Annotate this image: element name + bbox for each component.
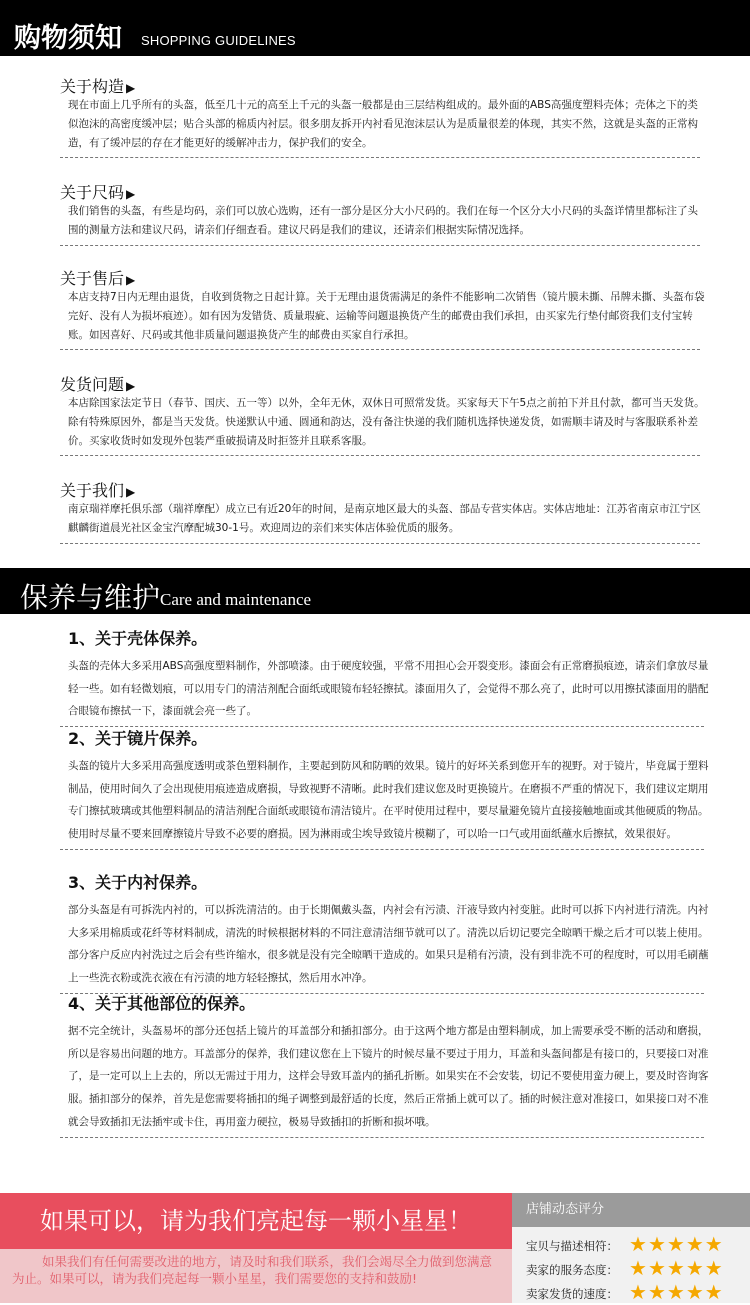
- rating-label: 卖家发货的速度：: [526, 1287, 618, 1301]
- section-text: 我们销售的头盔，有些是均码，亲们可以放心选购，还有一部分是区分大小尺码的。我们在每一个区分大小尺码的头盔详情里都标注了头围的测量方法和建议尺码，请亲们仔细查看。建议尺码是我们的建议，还请亲们根据实际情况选择。: [68, 205, 698, 236]
- star-icon: ★: [629, 1256, 648, 1280]
- star-icon: ★: [629, 1232, 648, 1256]
- star-icon: ★: [704, 1256, 724, 1280]
- star-request-title: 如果可以，请为我们亮起每一颗小星星！: [0, 1193, 512, 1249]
- care-text: 据不完全统计，头盔易坏的部分还包括上镜片的耳盖部分和插扣部分。由于这两个地方都是由塑料制成，加上需要承受不断的活动和磨损，所以是容易出问题的地方。耳盖部分的保养，我们建议您在上下镜片的时候尽量不要过于用力，耳盖和头盔间都是有接口的，只要接口对准了，是一定可以上上去的，所以无需过于用力，这样会导致耳盖内的插孔折断。如果实在不会安装，切记不要使用蛮力硬上，要及时咨询客服。插扣部分的保养，首先是您需要将插扣的绳子调整到最舒适的长度，然后正常插上就可以了。插的时候注意对准接口，如果接口对不准就会导致插扣无法插牢或卡住，再用蛮力硬拉，极易导致插扣的折断和损坏哦。: [68, 1025, 709, 1128]
- care-shell: [60, 626, 710, 727]
- footer: [0, 1193, 750, 1303]
- triangle-icon: ▶: [126, 187, 136, 201]
- care-other-parts: [60, 991, 710, 1138]
- rating-row-shipping: [526, 1280, 724, 1305]
- divider: [60, 455, 700, 456]
- divider: [60, 1137, 704, 1138]
- triangle-icon: ▶: [126, 379, 136, 393]
- star-icons: [629, 1233, 749, 1255]
- shop-rating-panel: [512, 1193, 750, 1303]
- section-text: 南京瑞祥摩托俱乐部（瑞祥摩配）成立已有近20年的时间，是南京地区最大的头盔、部品专营实体店。实体店地址：江苏省南京市江宁区麒麟街道晨光社区金宝汽摩配城30-1号。欢迎周边的亲们来实体店体验优质的服务。: [68, 503, 701, 534]
- triangle-icon: ▶: [126, 485, 136, 499]
- section-title: 关于构造: [60, 77, 125, 96]
- banner-title: 购物须知: [14, 23, 122, 54]
- section-title: 关于尺码: [60, 183, 125, 202]
- star-icons: [629, 1257, 749, 1279]
- rating-row-service: [526, 1256, 724, 1281]
- section-text: 现在市面上几乎所有的头盔，低至几十元的高至上千元的头盔一般都是由三层结构组成的。最外面的ABS高强度塑料壳体；壳体之下的类似泡沫的高密度缓冲层；贴合头部的棉质内衬层。很多朋友拆开内衬看见泡沫层认为是质量很差的体现，其实不然，这就是头盔的正常构造，有了缓冲层的存在才能更好的缓解冲击力，保护我们的安全。: [68, 99, 698, 149]
- care-visor: [60, 726, 710, 850]
- rating-title: 店铺动态评分: [512, 1193, 750, 1227]
- care-title: 4、关于其他部位的保养。: [68, 994, 256, 1013]
- triangle-icon: ▶: [126, 81, 136, 95]
- star-icon: ★: [685, 1256, 705, 1280]
- care-text: 头盔的镜片大多采用高强度透明或茶色塑料制作，主要起到防风和防晒的效果。镜片的好坏关系到您开车的视野。对于镜片，毕竟属于塑料制品，使用时间久了会出现使用痕迹造成磨损，导致视野不清晰。此时我们建议您及时更换镜片。在磨损不严重的情况下，我们建议定期用专门擦拭玻璃或其他塑料制品的清洁剂配合面纸或眼镜布清洁镜片。在平时使用过程中，要尽量避免镜片直接接触地面或其他硬质的物品。使用时尽量不要来回摩擦镜片导致不必要的磨损。因为淋雨或尘埃导致镜片模糊了，可以哈一口气或用面纸蘸水后擦拭，效果很好。: [68, 760, 709, 841]
- star-icon: ★: [704, 1232, 724, 1256]
- banner-subtitle: Care and maintenance: [160, 590, 312, 609]
- care-maintenance-banner: [0, 568, 750, 614]
- star-icon: ★: [647, 1256, 667, 1280]
- star-icon: ★: [666, 1280, 686, 1304]
- guideline-after-sales: [60, 266, 710, 350]
- section-text: 本店除国家法定节日（春节、国庆、五一等）以外，全年无休，双休日可照常发货。买家每天下午5点之前拍下并且付款，都可当天发货。除有特殊原因外，都是当天发货。快递默认中通、圆通和韵达，没有备注快递的我们随机选择快递发货，如需顺丰请及时与客服联系补差价。买家收货时如发现外包装严重破损请及时拒签并且联系客服。: [68, 397, 705, 447]
- section-text: 本店支持7日内无理由退货，自收到货物之日起计算。关于无理由退货需满足的条件不能影响二次销售（镜片膜未撕、吊牌未撕、头盔布袋完好、没有人为损坏痕迹）。如有因为发错货、质量瑕疵、运输等问题退换货产生的邮费由我们承担，由买家先行垫付邮资我们支付宝转账。如因喜好、尺码或其他非质量问题退换货产生的邮费由买家自行承担。: [68, 291, 705, 341]
- triangle-icon: ▶: [126, 273, 136, 287]
- star-icon: ★: [685, 1232, 705, 1256]
- star-icons: [629, 1281, 749, 1303]
- rating-row-description: [526, 1232, 724, 1257]
- rating-label: 卖家的服务态度：: [526, 1263, 618, 1277]
- divider: [60, 349, 700, 350]
- guideline-construction: [60, 74, 710, 158]
- star-icon: ★: [704, 1280, 724, 1304]
- care-title: 2、关于镜片保养。: [68, 729, 208, 748]
- star-icon: ★: [666, 1256, 686, 1280]
- rating-label: 宝贝与描述相符：: [526, 1239, 618, 1253]
- star-icon: ★: [647, 1280, 667, 1304]
- divider: [60, 849, 704, 850]
- care-title: 3、关于内衬保养。: [68, 873, 208, 892]
- care-text: 头盔的壳体大多采用ABS高强度塑料制作，外部喷漆。由于硬度较强，平常不用担心会开裂变形。漆面会有正常磨损痕迹，请亲们拿放尽量轻一些。如有轻微划痕，可以用专门的清洁剂配合面纸或眼镜布轻轻擦拭。漆面用久了，会觉得不那么亮了，此时可以用擦拭漆面用的腊配合眼镜布擦拭一下，漆面就会亮一些了。: [68, 660, 709, 718]
- banner-subtitle: SHOPPING GUIDELINES: [141, 33, 296, 48]
- banner-title: 保养与维护: [20, 581, 161, 614]
- divider: [60, 157, 700, 158]
- guideline-shipping: [60, 372, 710, 456]
- star-icon: ★: [666, 1232, 686, 1256]
- section-title: 发货问题: [60, 375, 125, 394]
- shopping-guidelines-banner: [0, 0, 750, 56]
- guideline-size: [60, 180, 710, 246]
- guideline-about-us: [60, 478, 710, 544]
- care-title: 1、关于壳体保养。: [68, 629, 208, 648]
- star-request-text: 如果我们有任何需要改进的地方，请及时和我们联系，我们会竭尽全力做到您满意为止。如果可以，请为我们亮起每一颗小星星，我们需要您的支持和鼓励!: [12, 1254, 493, 1286]
- care-text: 部分头盔是有可拆洗内衬的，可以拆洗清洁的。由于长期佩戴头盔，内衬会有污渍、汗液导致内衬变脏。此时可以拆下内衬进行清洗。内衬大多采用棉质或花纤等材料制成，清洗的时候根据材料的不同注意清洁细节就可以了。清洗以后切记要完全晾晒干燥之后才可以装上使用。部分客户反应内衬洗过之后会有些许缩水，很多就是没有完全晾晒干造成的。如果只是稍有污渍，没有到非洗不可的程度时，可以用毛刷蘸上一些洗衣粉或洗衣液在有污渍的地方轻轻擦拭，然后用水冲净。: [68, 904, 709, 985]
- star-icon: ★: [647, 1232, 667, 1256]
- section-title: 关于我们: [60, 481, 125, 500]
- divider: [60, 245, 700, 246]
- star-icon: ★: [685, 1280, 705, 1304]
- star-request-panel: [0, 1193, 512, 1303]
- section-title: 关于售后: [60, 269, 125, 288]
- divider: [60, 543, 700, 544]
- star-icon: ★: [629, 1280, 648, 1304]
- care-liner: [60, 870, 710, 994]
